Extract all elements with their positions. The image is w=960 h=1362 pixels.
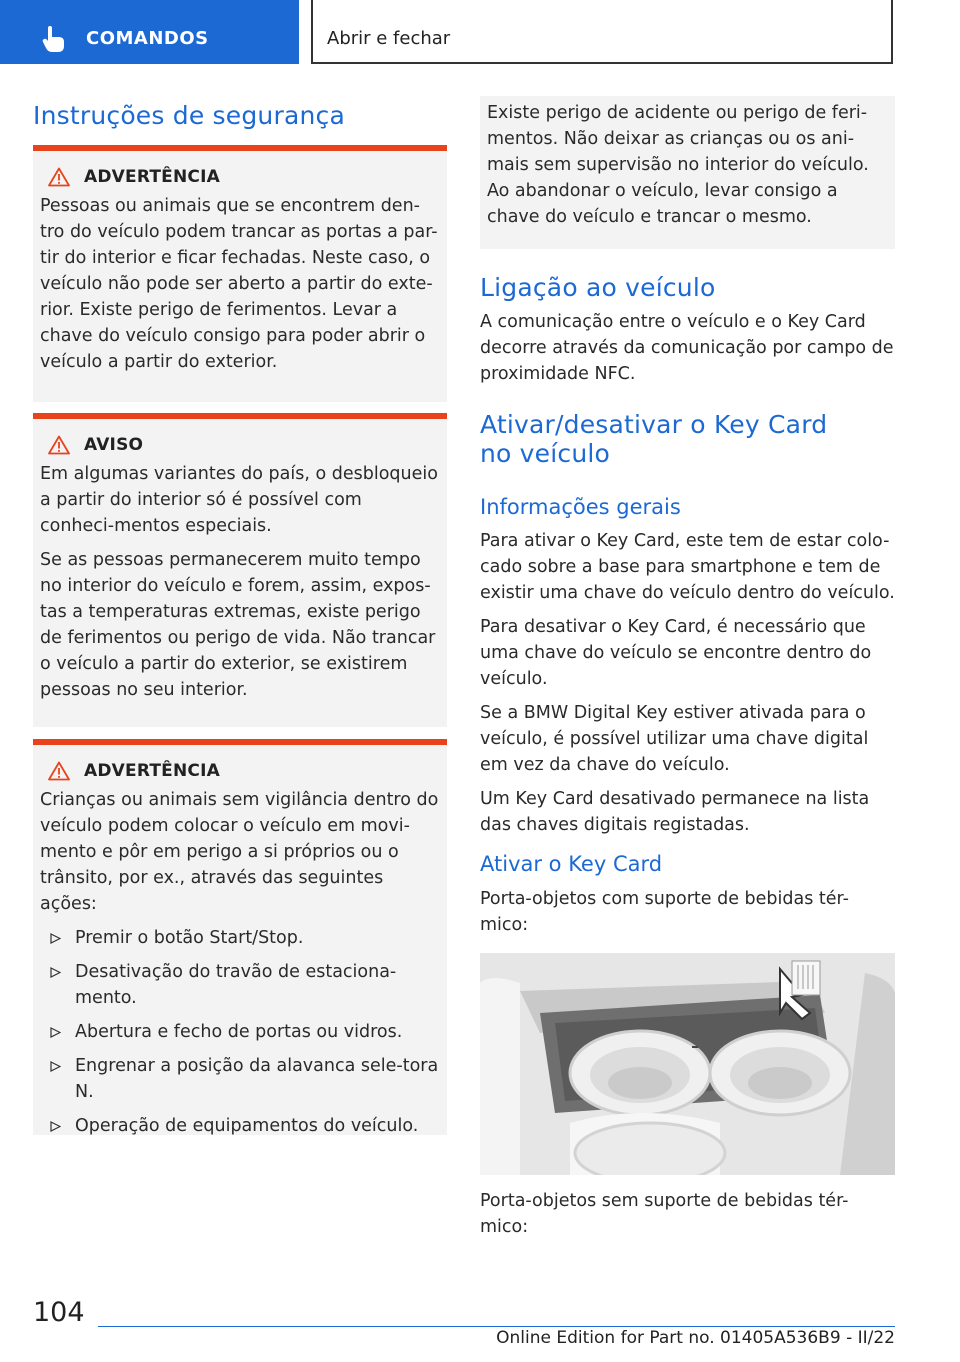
bullet-triangle-icon: [50, 933, 61, 944]
general-info-text: Um Key Card desativado permanece na lista das chaves digitais registadas.: [480, 789, 870, 835]
warning-box-3: [33, 739, 447, 1135]
section-label: Abrir e fechar: [327, 28, 451, 49]
warning-box-1: [33, 145, 447, 402]
bullet-triangle-icon: [50, 1027, 61, 1038]
action-list: [40, 925, 439, 1139]
general-info-body: [480, 528, 895, 838]
warning-triangle-icon: [48, 167, 70, 187]
chapter-tab: [0, 0, 299, 64]
warning-text: Pessoas ou animais que se encontrem den-tro do veículo podem trancar as portas a par-tir do interior e ficar fechadas. Neste caso, o veículo não pode ser aberto a partir do exte-rior. Existe perigo de ferimentos. Levar a chave do veículo consigo para poder abrir o veículo a partir do exterior.: [40, 196, 438, 372]
general-info-heading: Informações gerais: [480, 495, 681, 519]
warning-continuation-text: Existe perigo de acidente ou perigo de feri-mentos. Não deixar as crianças ou os ani-mais sem supervisão no interior do veículo. Ao abandonar o veículo, levar consigo a chave do veículo e trancar o mesmo.: [487, 103, 869, 227]
list-item-text: Desativação do travão de estaciona-mento.: [75, 962, 397, 1008]
list-item: [40, 1113, 439, 1139]
connection-heading: Ligação ao veículo: [480, 273, 716, 302]
chapter-label: COMANDOS: [86, 28, 209, 49]
cupholder-illustration: [480, 953, 895, 1175]
list-item: [40, 925, 439, 951]
keycard-heading: Ativar/desativar o Key Card no veículo: [480, 410, 828, 468]
warning-triangle-icon: [48, 435, 70, 455]
footer-rule: [98, 1326, 895, 1327]
warning-text: Crianças ou animais sem vigilância dentro do veículo podem colocar o veículo em movi-mento e pôr em perigo a si próprios ou o trânsito, por ex., através das seguintes ações:: [40, 790, 439, 914]
list-item: [40, 1053, 439, 1105]
warning-title: ADVERTÊNCIA: [84, 761, 220, 781]
warning-text: Se as pessoas permanecerem muito tempo no interior do veículo e forem, assim, expos-tas a temperaturas extremas, existe perigo de ferimentos ou perigo de vida. Não trancar o veículo a partir do exterior, se existirem pessoas no seu interior.: [40, 550, 436, 700]
warning-box-2: [33, 413, 447, 727]
general-info-text: Para ativar o Key Card, este tem de estar colo-cado sobre a base para smartphone e tem de existir uma chave do veículo dentro do veículo.: [480, 531, 895, 603]
general-info-text: Para desativar o Key Card, é necessário que uma chave do veículo se encontre dentro do veículo.: [480, 617, 872, 689]
list-item-text: Operação de equipamentos do veículo.: [75, 1116, 419, 1136]
list-item-text: Premir o botão Start/Stop.: [75, 928, 304, 948]
connection-text: A comunicação entre o veículo e o Key Card decorre através da comunicação por campo de proximidade NFC.: [480, 312, 894, 384]
safety-heading: Instruções de segurança: [33, 101, 345, 130]
hand-pointer-icon: [42, 26, 66, 52]
list-item: [40, 959, 439, 1011]
section-header: [311, 0, 893, 64]
bullet-triangle-icon: [50, 1061, 61, 1072]
warning-title: ADVERTÊNCIA: [84, 167, 220, 187]
warning-triangle-icon: [48, 761, 70, 781]
general-info-text: Se a BMW Digital Key estiver ativada para o veículo, é possível utilizar uma chave digital em vez da chave do veículo.: [480, 703, 869, 775]
cupholder-photo: [480, 953, 895, 1175]
after-photo-text: Porta-objetos sem suporte de bebidas tér-mico:: [480, 1191, 849, 1237]
page-number: 104: [33, 1297, 85, 1328]
warning-text: Em algumas variantes do país, o desbloqueio a partir do interior só é possível com conheci-mentos especiais.: [40, 464, 438, 536]
warning-continuation: [480, 96, 895, 249]
warning-title: AVISO: [84, 435, 144, 455]
activate-keycard-heading: Ativar o Key Card: [480, 852, 663, 876]
list-item-text: Abertura e fecho de portas ou vidros.: [75, 1022, 403, 1042]
list-item: [40, 1019, 439, 1045]
activate-keycard-text: Porta-objetos com suporte de bebidas tér-mico:: [480, 889, 849, 935]
list-item-text: Engrenar a posição da alavanca sele-tora N.: [75, 1056, 439, 1102]
bullet-triangle-icon: [50, 967, 61, 978]
bullet-triangle-icon: [50, 1121, 61, 1132]
edition-note: Online Edition for Part no. 01405A536B9 - II/22: [496, 1328, 895, 1348]
